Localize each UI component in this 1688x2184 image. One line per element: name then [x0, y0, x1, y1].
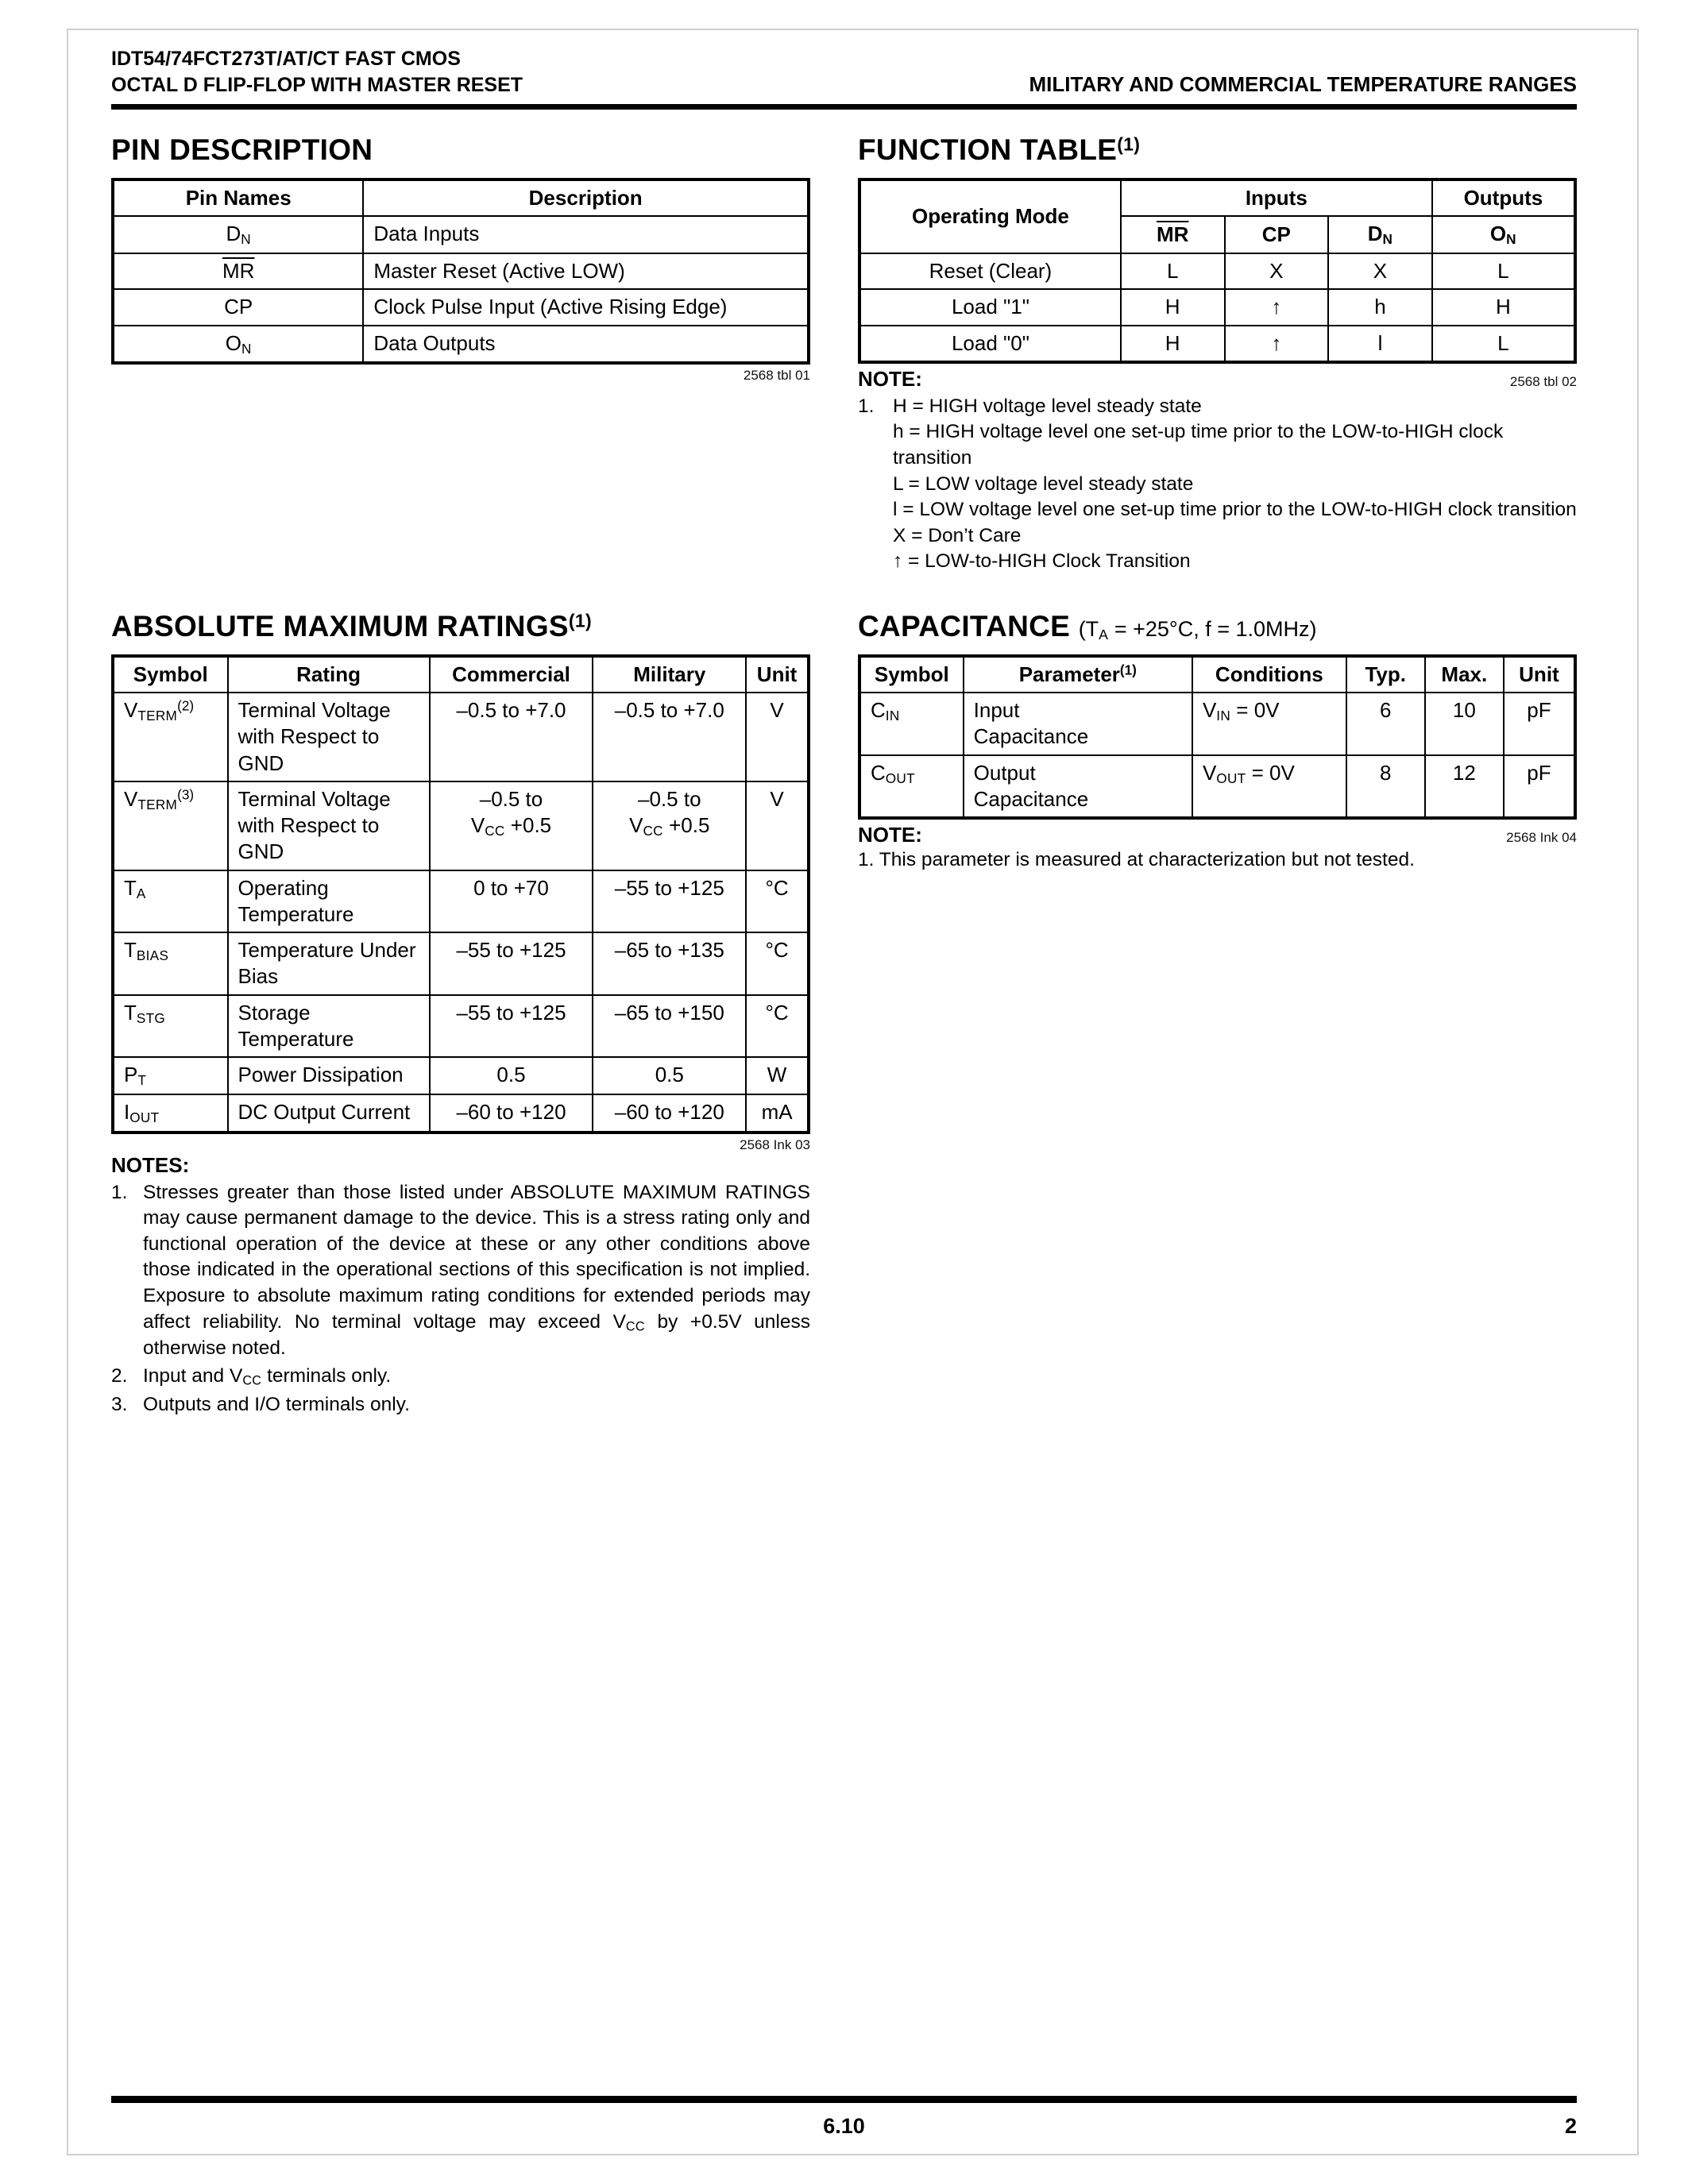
- symbol: $T_{BIAS}$: [113, 932, 228, 995]
- rating: Terminal Voltage with Respect to GND: [228, 693, 430, 781]
- capacitance-note-header: [858, 823, 1577, 847]
- table-row: [113, 932, 809, 995]
- col-header-conditions: Conditions: [1192, 656, 1346, 693]
- table-caption: 2568 tbl 02: [1509, 373, 1577, 389]
- military-value: –55 to +125: [593, 870, 746, 933]
- capacitance-table: [858, 654, 1577, 820]
- conditions: $V_{OUT} = 0V$: [1192, 755, 1346, 819]
- military-value: –60 to +120: [593, 1094, 746, 1133]
- commercial-value: –0.5 to +7.0: [430, 693, 593, 781]
- notes-label: NOTES:: [111, 1152, 190, 1177]
- table-row: [859, 693, 1575, 755]
- page-header: [111, 46, 1577, 110]
- col-header-commercial: Commercial: [430, 656, 593, 693]
- group-header-outputs: Outputs: [1432, 179, 1575, 216]
- table-header-row: [113, 179, 809, 216]
- col-header-operating-mode: Operating Mode: [859, 179, 1121, 253]
- note-line: h = HIGH voltage level one set-up time prior to the LOW-to-HIGH clock transition: [893, 421, 1504, 469]
- pin-name: $D_N$: [113, 216, 363, 253]
- doc-title-line1: IDT54/74FCT273T/AT/CT FAST CMOS: [111, 48, 461, 70]
- note-text: [893, 394, 1577, 575]
- commercial-value: –0.5 to $V_{CC} +0.5$: [430, 781, 593, 870]
- max-value: 12: [1425, 755, 1504, 819]
- absolute-maximum-ratings-section: [111, 610, 810, 1418]
- note-item: [111, 1364, 810, 1390]
- symbol: $P_T$: [113, 1057, 228, 1094]
- table-row: [113, 995, 809, 1058]
- table-row: [113, 326, 809, 364]
- table-caption: 2568 Ink 04: [1506, 830, 1577, 846]
- footer-rule: [111, 2096, 1577, 2103]
- unit: pF: [1504, 693, 1575, 755]
- abs-max-heading: [111, 610, 810, 643]
- group-header-inputs: Inputs: [1121, 179, 1432, 216]
- pin-desc: Clock Pulse Input (Active Rising Edge): [363, 289, 809, 325]
- col-header-unit: Unit: [746, 656, 809, 693]
- note-item: [111, 1180, 810, 1362]
- unit: V: [746, 693, 809, 781]
- col-header-mr: $\overline{MR}$: [1121, 216, 1225, 253]
- table-row: [859, 326, 1575, 362]
- operating-mode: Load "0": [859, 326, 1121, 362]
- mr-value: L: [1121, 253, 1225, 289]
- commercial-value: –55 to +125: [430, 995, 593, 1058]
- function-table-heading-text: FUNCTION TABLE: [858, 133, 1118, 166]
- table-header-row: [859, 656, 1575, 693]
- parameter: Input Capacitance: [964, 693, 1192, 755]
- note-line: L = LOW voltage level steady state: [893, 473, 1194, 495]
- on-value: L: [1432, 326, 1575, 362]
- table-row: [113, 289, 809, 325]
- parameter-footnote: (1): [1119, 662, 1137, 678]
- footer-row: [111, 2114, 1577, 2143]
- note-item: [111, 1392, 810, 1418]
- note-line: H = HIGH voltage level steady state: [893, 395, 1202, 417]
- table-row: [859, 755, 1575, 819]
- on-value: L: [1432, 253, 1575, 289]
- symbol: $V_{TERM}^{(2)}$: [113, 693, 228, 781]
- rating: Power Dissipation: [228, 1057, 430, 1094]
- unit: pF: [1504, 755, 1575, 819]
- rating: Terminal Voltage with Respect to GND: [228, 781, 430, 870]
- note-number: 2.: [111, 1365, 128, 1387]
- on-value: H: [1432, 289, 1575, 325]
- symbol: $V_{TERM}^{(3)}$: [113, 781, 228, 870]
- page-footer: [111, 2096, 1577, 2143]
- table-row: [113, 253, 809, 289]
- pin-desc: Data Inputs: [363, 216, 809, 253]
- pin-desc: Master Reset (Active LOW): [363, 253, 809, 289]
- military-value: –65 to +135: [593, 932, 746, 995]
- function-table-notes: [858, 394, 1577, 575]
- unit: W: [746, 1057, 809, 1094]
- function-table: [858, 178, 1577, 364]
- mr-value: H: [1121, 326, 1225, 362]
- table-row: [859, 253, 1575, 289]
- conditions: $V_{IN} = 0V$: [1192, 693, 1346, 755]
- col-header-cp: CP: [1225, 216, 1329, 253]
- symbol: $C_{IN}$: [859, 693, 964, 755]
- symbol: $I_{OUT}$: [113, 1094, 228, 1133]
- typ-value: 8: [1346, 755, 1425, 819]
- abs-max-notes: [111, 1180, 810, 1418]
- unit: mA: [746, 1094, 809, 1133]
- unit: °C: [746, 995, 809, 1058]
- unit: °C: [746, 932, 809, 995]
- symbol: $C_{OUT}$: [859, 755, 964, 819]
- table-row: [113, 216, 809, 253]
- cp-value: ↑: [1225, 326, 1329, 362]
- col-header-dn: $D_N$: [1328, 216, 1432, 253]
- symbol: $T_A$: [113, 870, 228, 933]
- note-text: Stresses greater than those listed under ABSOLUTE MAXIMUM RATINGS may cause permanent damage to the device. This is a stress rating only and functional operation of the device at these or any other conditions above those indicated in the operational sections of this specification is not implied. Exposure to absolute maximum rating conditions for extended periods may affect reliability. No terminal voltage may exceed $V_{CC}$ by +0.5V unless otherwise noted.: [143, 1181, 810, 1359]
- capacitance-heading-text: CAPACITANCE: [858, 609, 1071, 642]
- table-row: [113, 1057, 809, 1094]
- note-text: Input and $V_{CC}$ terminals only.: [143, 1365, 392, 1388]
- doc-title: [111, 46, 523, 98]
- capacitance-conditions: ($T_A = +25^\circ C$, f = 1.0MHz): [1078, 616, 1317, 642]
- abs-max-heading-text: ABSOLUTE MAXIMUM RATINGS: [111, 609, 569, 642]
- capacitance-section: [858, 610, 1577, 874]
- table-caption: 2568 tbl 01: [743, 368, 810, 384]
- military-value: –0.5 to +7.0: [593, 693, 746, 781]
- abs-max-heading-footnote: (1): [568, 610, 592, 631]
- commercial-value: 0.5: [430, 1057, 593, 1094]
- commercial-value: –60 to +120: [430, 1094, 593, 1133]
- col-header-pin-names: Pin Names: [113, 179, 363, 216]
- dn-value: h: [1328, 289, 1432, 325]
- doc-temperature-ranges: MILITARY AND COMMERCIAL TEMPERATURE RANGES: [1029, 72, 1577, 96]
- note-label: NOTE:: [858, 823, 922, 847]
- military-value: –65 to +150: [593, 995, 746, 1058]
- table-header-row: [113, 656, 809, 693]
- col-header-military: Military: [593, 656, 746, 693]
- commercial-value: –55 to +125: [430, 932, 593, 995]
- capacitance-heading: [858, 610, 1577, 643]
- cp-value: X: [1225, 253, 1329, 289]
- note-number: 1.: [111, 1181, 128, 1203]
- function-table-note-header: [858, 367, 1577, 392]
- table-row: [113, 781, 809, 870]
- parameter: Output Capacitance: [964, 755, 1192, 819]
- symbol: $T_{STG}$: [113, 995, 228, 1058]
- note-line: ↑ = LOW-to-HIGH Clock Transition: [893, 550, 1191, 573]
- table-row: [859, 289, 1575, 325]
- commercial-value: 0 to +70: [430, 870, 593, 933]
- pin-name: $\overline{MR}$: [113, 253, 363, 289]
- page-number: 2: [1564, 2114, 1577, 2138]
- col-header-rating: Rating: [228, 656, 430, 693]
- parameter-label: Parameter: [1018, 662, 1120, 686]
- military-value: 0.5: [593, 1057, 746, 1094]
- table-caption: 2568 Ink 03: [740, 1136, 810, 1152]
- col-header-unit: Unit: [1504, 656, 1575, 693]
- function-table-heading: [858, 133, 1577, 167]
- note-line: X = Don’t Care: [893, 524, 1022, 546]
- pin-description-heading: PIN DESCRIPTION: [111, 133, 373, 166]
- operating-mode: Reset (Clear): [859, 253, 1121, 289]
- section-number: 6.10: [823, 2114, 865, 2138]
- pin-description-table: [111, 178, 810, 365]
- unit: °C: [746, 870, 809, 933]
- pin-desc: Data Outputs: [363, 326, 809, 364]
- dn-value: l: [1328, 326, 1432, 362]
- dn-value: X: [1328, 253, 1432, 289]
- note-number: 3.: [111, 1394, 128, 1416]
- function-table-section: [858, 133, 1577, 575]
- col-header-parameter: [964, 656, 1192, 693]
- rating: Operating Temperature: [228, 870, 430, 933]
- military-value: –0.5 to $V_{CC} +0.5$: [593, 781, 746, 870]
- col-header-typ: Typ.: [1346, 656, 1425, 693]
- capacitance-note: [858, 847, 1577, 874]
- content-columns: [111, 133, 1577, 1418]
- abs-max-table: [111, 654, 810, 1134]
- note-line: l = LOW voltage level one set-up time prior to the LOW-to-HIGH clock transition: [893, 499, 1577, 521]
- rating: DC Output Current: [228, 1094, 430, 1133]
- note-label: NOTE:: [858, 366, 922, 391]
- col-header-symbol: Symbol: [113, 656, 228, 693]
- doc-title-line2: OCTAL D FLIP-FLOP WITH MASTER RESET: [111, 73, 523, 96]
- operating-mode: Load "1": [859, 289, 1121, 325]
- pin-name: $O_N$: [113, 326, 363, 364]
- note-number: 1.: [858, 395, 875, 417]
- mr-value: H: [1121, 289, 1225, 325]
- rating: Storage Temperature: [228, 995, 430, 1058]
- unit: V: [746, 781, 809, 870]
- table-row: [113, 1094, 809, 1133]
- col-header-symbol: Symbol: [859, 656, 964, 693]
- col-header-max: Max.: [1425, 656, 1504, 693]
- max-value: 10: [1425, 693, 1504, 755]
- col-header-description: Description: [363, 179, 809, 216]
- function-table-heading-footnote: (1): [1117, 133, 1141, 155]
- note-text: Outputs and I/O terminals only.: [143, 1394, 410, 1416]
- col-header-on: $O_N$: [1432, 216, 1575, 253]
- pin-name: CP: [113, 289, 363, 325]
- table-group-header-row: [859, 179, 1575, 216]
- rating: Temperature Under Bias: [228, 932, 430, 995]
- table-row: [113, 693, 809, 781]
- cp-value: ↑: [1225, 289, 1329, 325]
- typ-value: 6: [1346, 693, 1425, 755]
- pin-description-section: [111, 133, 810, 384]
- note-text: 1. This parameter is measured at characterization but not tested.: [858, 849, 1415, 871]
- table-row: [113, 870, 809, 933]
